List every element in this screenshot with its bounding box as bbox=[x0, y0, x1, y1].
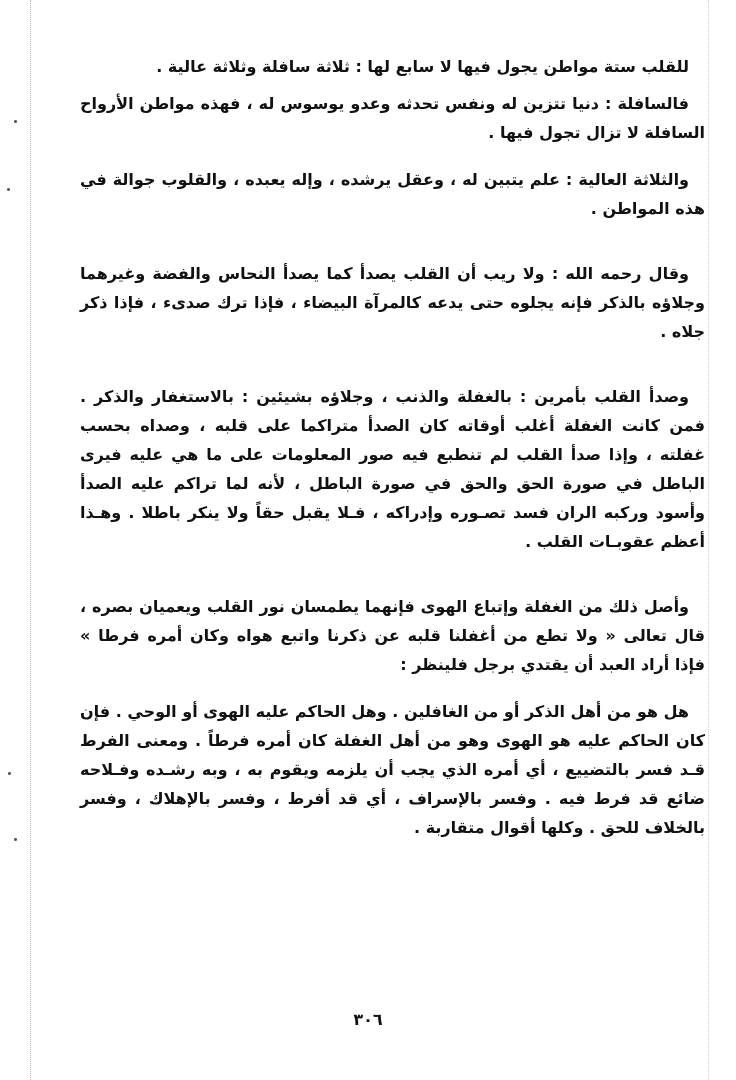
paragraph-1: للقلب ستة مواطن يجول فيها لا سابع لها : ثلاثة سافلة وثلاثة عالية . bbox=[156, 57, 689, 76]
scan-speck bbox=[14, 838, 17, 841]
scan-speck bbox=[14, 120, 17, 123]
paragraph-3: والثلاثة العالية : علم يتبين له ، وعقل يرشده ، وإله يعبده ، والقلوب جوالة في هذه المواطن . bbox=[80, 170, 705, 218]
right-margin-line bbox=[708, 0, 709, 1080]
paragraph-7: هل هو من أهل الذكر أو من الغافلين . وهل الحاكم عليه الهوى أو الوحي . فإن كان الحاكم عليه هو الهوى وهو من أهل الغفلة كان أمره فرطاً . ومعنى الفرط قـد فسر بالتضييع ، أي أمره الذي يجب أن يلزمه ويقوم به ، وبه رشـده وفـلاحه ضائع قد فرط فيه . وفسر بالإسراف ، أي قد أفرط ، وفسر بالإهلاك ، وفسر بالخلاف للحق . وكلها أقوال متقاربة . bbox=[80, 702, 705, 837]
body-text bbox=[80, 52, 705, 860]
scan-speck bbox=[8, 772, 11, 775]
paragraph-4: وقال رحمه الله : ولا ريب أن القلب يصدأ كما يصدأ النحاس والفضة وغيرهما وجلاؤه بالذكر فإنه يجلوه حتى يدعه كالمرآة البيضاء ، فإذا ترك صدىء ، فإذا ذكر جلاه . bbox=[80, 264, 705, 341]
scan-speck bbox=[7, 188, 10, 191]
left-margin-line bbox=[30, 0, 31, 1080]
paragraph-6: وأصل ذلك من الغفلة وإتباع الهوى فإنهما يطمسان نور القلب ويعميان بصره ، قال تعالى « ولا تطع من أغفلنا قلبه عن ذكرنا واتبع هواه وكان أمره فرطا » فإذا أراد العبد أن يقتدي برجل فلينظر : bbox=[80, 597, 705, 674]
page-number: ٣٠٦ bbox=[353, 1010, 383, 1029]
paragraph-5: وصدأ القلب بأمرين : بالغفلة والذنب ، وجلاؤه بشيئين : بالاستغفار والذكر . فمن كانت الغفلة أغلب أوقاته كان الصدأ متراكما على قلبه ، وصداه بحسب غفلته ، وإذا صدأ القلب لم تنطبع فيه صور المعلومات على ما هي عليه فيرى الباطل في صورة الحق والحق في صورة الباطل ، لأنه لما تراكم عليه الصدأ وأسود وركبه الران فسد تصـوره وإدراكه ، فـلا يقبل حقاً ولا ينكر باطلا . وهـذا أعظم عقوبـات القلب . bbox=[80, 387, 705, 551]
paragraph-2: فالسافلة : دنيا تتزين له ونفس تحدثه وعدو يوسوس له ، فهذه مواطن الأرواح السافلة لا تزال تجول فيها . bbox=[80, 94, 705, 142]
